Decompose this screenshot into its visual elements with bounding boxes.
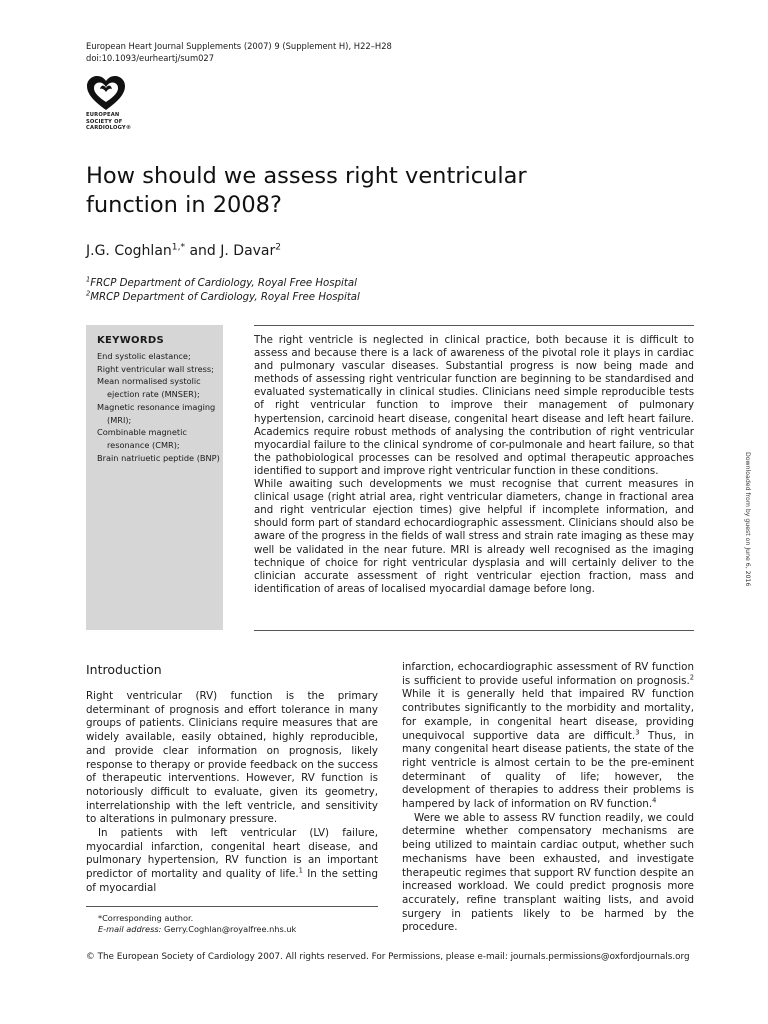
logo-line-3: CARDIOLOGY® bbox=[86, 125, 132, 132]
corresponding-author-note: *Corresponding author. bbox=[98, 913, 194, 923]
logo-line-1: EUROPEAN bbox=[86, 112, 120, 118]
body-paragraph: Right ventricular (RV) function is the primary determinant of prognosis and effort tolerance in many groups of patients. Clinicians require measures that are widely available, easily obtained, highly reproducible, and provide clear information on prognosis, likely response to therapy or provide feedback on the success of therapeutic interventions. However, RV function is notoriously difficult to evaluate, given its geometry, interrelationship with the left ventricle, and sensitivity to alterations in pulmonary pressure. bbox=[86, 690, 378, 826]
abstract-top-rule bbox=[254, 325, 694, 326]
doi-line: doi:10.1093/eurheartj/sum027 bbox=[86, 53, 215, 63]
author-conjunction: and J. Davar bbox=[185, 243, 276, 259]
citation-ref: 4 bbox=[652, 796, 657, 805]
author-1: J.G. Coghlan bbox=[86, 243, 172, 259]
keyword-item: Magnetic resonance imaging (MRI); bbox=[97, 401, 216, 425]
footnote-rule bbox=[86, 906, 378, 907]
email-address: Gerry.Coghlan@royalfree.nhs.uk bbox=[161, 924, 297, 935]
logo-line-2: SOCIETY OF bbox=[86, 118, 123, 125]
body-paragraph: infarction, echocardiographic assessment of RV function is sufficient to provide useful information on prognosis.$^2$ While it is generally held that impaired RV function contributes significantly to the morbidity and mortality, for example, in congenital heart disease, providing unequivocal supportive data are difficult.$^3$ Thus, in many congenital heart disease patients, the state of the right ventricle is almost certain to be the pre-eminent determinant of quality of life; however, the development of therapies to address their problems is hampered by lack of information on RV function.$^4$ bbox=[402, 661, 694, 811]
copyright-notice: © The European Society of Cardiology 2007. All rights reserved. For Permissions, please e-mail: journals.permissions@oxfordjournals.org bbox=[86, 952, 690, 962]
citation-ref: 3 bbox=[635, 728, 640, 737]
keyword-item: End systolic elastance; bbox=[97, 351, 191, 361]
heart-logo-icon bbox=[86, 76, 126, 112]
keywords-box bbox=[86, 325, 223, 630]
abstract-paragraph-2: While awaiting such developments we must recognise that current measures in clinical usage (right atrial area, right ventricular diameters, change in fractional area and right ventricular ejection times) give helpful if incomplete information, and should form part of standard echocardiographic assessment. Clinicians should also be aware of the progress in the fields of wall stress and strain rate imaging as these may well be validated in the near future. MRI is already well recognised as the imaging technique of choice for right ventricular dysplasia and will certainly deliver to the clinician accurate assessment of right ventricular ejection fraction, mass and identification of areas of localised myocardial damage before long. bbox=[254, 479, 694, 595]
email-label: E-mail address: bbox=[98, 924, 162, 935]
abstract-bottom-rule bbox=[254, 630, 694, 631]
article-title bbox=[86, 162, 606, 220]
citation-ref: 1 bbox=[298, 866, 303, 875]
affiliation-2: $^2$MRCP Department of Cardiology, Royal Free Hospital bbox=[86, 289, 360, 303]
citation-ref: 2 bbox=[689, 673, 694, 682]
abstract-paragraph-1: The right ventricle is neglected in clinical practice, both because it is difficult to assess and because there is a lack of awareness of the pivotal role it plays in cardiac and pulmonary vascular diseases. Substantial progress is now being made and methods of assessing right ventricular function are beginning to be standardised and evaluated systematically in clinical studies. Clinicians need simple reproducible tests of right ventricular function to improve their management of pulmonary hypertension, carcinoid heart disease, congenital heart disease and left heart failure. Academics require robust methods of analysing the contribution of right ventricular myocardial failure to the clinical syndrome of cor-pulmonale and heart failure, so that the pathobiological processes can be resolved and optimal therapeutic approaches identified to support and improve right ventricular function in these conditions. bbox=[254, 335, 694, 477]
download-side-note: Downloaded from by guest on June 6, 2016 bbox=[744, 452, 751, 587]
journal-citation: European Heart Journal Supplements (2007) 9 (Supplement H), H22–H28 bbox=[86, 41, 392, 51]
title-line-1: How should we assess right ventricular bbox=[86, 163, 527, 189]
keyword-item: Mean normalised systolic ejection rate (MNSER); bbox=[97, 376, 201, 400]
email-line bbox=[98, 924, 296, 935]
body-column-right bbox=[402, 661, 694, 935]
keyword-item: Right ventricular wall stress; bbox=[97, 363, 214, 374]
body-paragraph: Were we able to assess RV function readily, we could determine whether compensatory mechanisms are being utilized to maintain cardiac output, whether such mechanisms have been exhausted, and investigate therapeutic regimes that support RV function despite an increased workload. We could predict prognosis more accurately, refine transplant waiting lists, and avoid surgery in patients likely to be harmed by the procedure. bbox=[402, 811, 694, 934]
keyword-item: Brain natriuetic peptide (BNP) bbox=[97, 452, 220, 463]
keyword-item: Combinable magnetic resonance (CMR); bbox=[97, 427, 187, 450]
esc-logo bbox=[86, 76, 132, 132]
author-1-affiliation: 1,* bbox=[171, 242, 186, 253]
author-2-affiliation: 2 bbox=[275, 242, 282, 253]
author-list bbox=[86, 242, 281, 260]
affiliation-1: $^1$FRCP Department of Cardiology, Royal Free Hospital bbox=[86, 275, 357, 289]
body-column-left bbox=[86, 690, 378, 896]
section-heading-introduction: Introduction bbox=[86, 662, 162, 677]
body-paragraph: In patients with left ventricular (LV) failure, myocardial infarction, congenital heart disease, and pulmonary hypertension, RV function is an important predictor of mortality and quality of life.$^1$ In the setting of myocardial bbox=[86, 827, 378, 894]
abstract bbox=[254, 334, 694, 596]
keywords-list bbox=[97, 350, 222, 464]
footnote bbox=[98, 913, 296, 935]
keywords-heading: KEYWORDS bbox=[97, 335, 164, 346]
title-line-2: function in 2008? bbox=[86, 192, 282, 218]
